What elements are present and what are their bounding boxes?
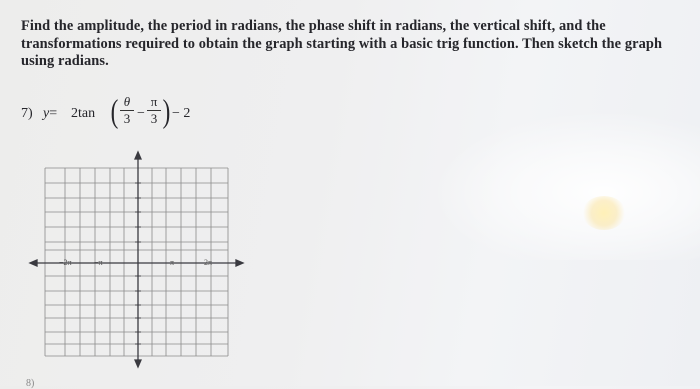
- x-axis-arrow-right: [236, 260, 243, 266]
- fraction-pi-over-3: π 3: [147, 94, 161, 127]
- next-problem-number: 8): [26, 378, 35, 389]
- x-tick-label: −π: [94, 258, 103, 267]
- y-axis-arrow-up: [135, 152, 141, 159]
- light-reflection: [582, 196, 626, 230]
- right-paren: ): [162, 94, 171, 130]
- problem-number: 7): [21, 106, 33, 121]
- graph-grid[interactable]: [28, 150, 248, 370]
- minus-sign: −: [137, 106, 145, 121]
- x-tick-label: 2π: [204, 258, 213, 267]
- x-axis-arrow-left: [30, 260, 37, 266]
- x-tick-label: π: [170, 258, 175, 267]
- equation-lhs: y=: [43, 106, 58, 121]
- grid-lines: [45, 168, 228, 356]
- problem-7: [21, 92, 221, 136]
- equation-function: 2tan: [71, 106, 96, 121]
- y-axis-arrow-down: [135, 360, 141, 367]
- camera-glare: [430, 110, 700, 260]
- x-tick-label: −2π: [59, 258, 72, 267]
- vertical-shift-term: − 2: [172, 106, 191, 121]
- left-paren: (: [110, 94, 119, 130]
- instructions-text: Find the amplitude, the period in radians, the phase shift in radians, the vertical shift, and the transformations required to obtain the graph starting with a basic trig function. Then sketch the graph using radians.: [21, 18, 663, 69]
- fraction-theta-over-3: θ 3: [120, 94, 134, 127]
